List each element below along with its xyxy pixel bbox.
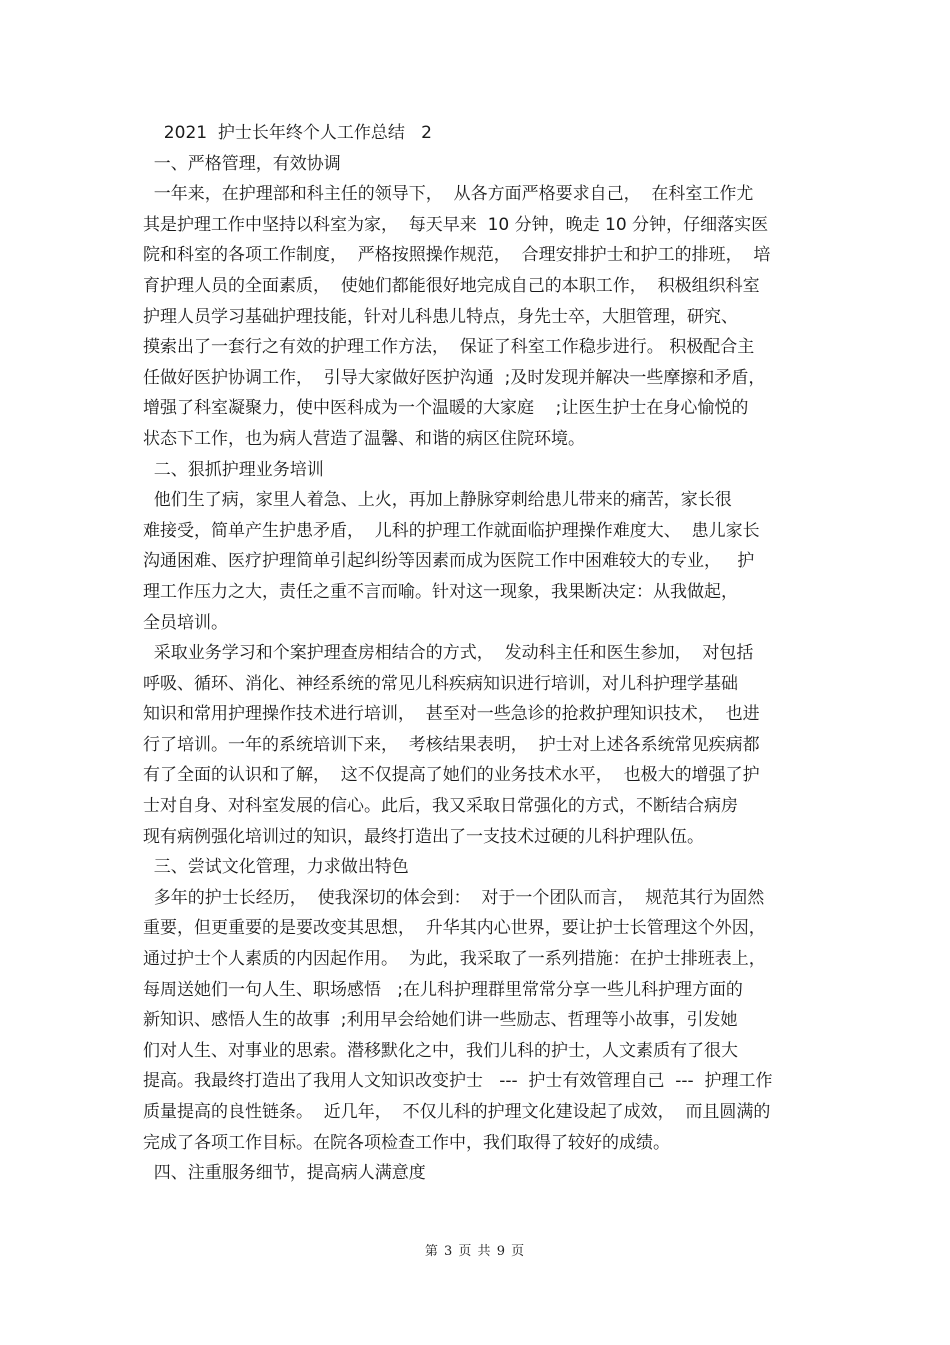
- text-line: 呼吸、循环、消化、神经系统的常见儿科疾病知识进行培训，对儿科护理学基础: [143, 673, 738, 694]
- text-line: 状态下工作，也为病人营造了温馨、和谐的病区住院环境。: [143, 428, 585, 449]
- text-line: 多年的护士长经历， 使我深切的体会到： 对于一个团队而言， 规范其行为固然: [143, 887, 765, 908]
- text-line: 二、狠抓护理业务培训: [143, 459, 324, 480]
- text-line: 质量提高的良性链条。 近几年， 不仅儿科的护理文化建设起了成效， 而且圆满的: [143, 1102, 771, 1122]
- text-line: 他们生了病，家里人着急、上火，再加上静脉穿刺给患儿带来的痛苦，家长很: [143, 490, 732, 511]
- text-line: 采取业务学习和个案护理查房相结合的方式， 发动科主任和医生参加， 对包括: [143, 643, 754, 664]
- text-line: 增强了科室凝聚力，使中医科成为一个温暖的大家庭 ;让医生护士在身心愉悦的: [143, 398, 749, 419]
- text-line: 摸索出了一套行之有效的护理工作方法， 保证了科室工作稳步进行。 积极配合主: [143, 337, 755, 358]
- text-line: 新知识、感悟人生的故事 ;利用早会给她们讲一些励志、哲理等小故事，引发她: [143, 1010, 738, 1031]
- text-line: 理工作压力之大，责任之重不言而喻。针对这一现象，我果断决定：从我做起，: [143, 581, 738, 602]
- text-line: 全员培训。: [143, 612, 228, 633]
- text-line: 沟通困难、医疗护理简单引起纠纷等因素而成为医院工作中困难较大的专业， 护: [143, 551, 755, 572]
- text-line: 重要，但更重要的是要改变其思想， 升华其内心世界，要让护士长管理这个外因，: [143, 918, 766, 939]
- text-line: 护理人员学习基础护理技能，针对儿科患儿特点，身先士卒，大胆管理，研究、: [143, 306, 738, 327]
- text-line: 通过护士个人素质的内因起作用。 为此，我采取了一系列措施：在护士排班表上，: [143, 949, 766, 970]
- document-title: 2021 护士长年终个人工作总结 2: [153, 123, 432, 143]
- document-body: [143, 118, 815, 1189]
- text-line: 知识和常用护理操作技术进行培训， 甚至对一些急诊的抢救护理知识技术， 也进: [143, 704, 760, 725]
- page-footer: 第 3 页 共 9 页: [424, 1244, 526, 1259]
- text-line: 一年来，在护理部和科主任的领导下， 从各方面严格要求自己， 在科室工作尤: [143, 184, 754, 205]
- text-line: 三、尝试文化管理，力求做出特色: [143, 857, 409, 878]
- text-line: 行了培训。一年的系统培训下来， 考核结果表明， 护士对上述各系统常见疾病都: [143, 734, 760, 755]
- text-line: 提高。我最终打造出了我用人文知识改变护士 --- 护士有效管理自己 --- 护理工作: [143, 1071, 773, 1092]
- text-line: 院和科室的各项工作制度， 严格按照操作规范， 合理安排护士和护工的排班， 培: [143, 245, 771, 266]
- text-line: 士对自身、对科室发展的信心。此后，我又采取日常强化的方式，不断结合病房: [143, 796, 738, 817]
- text-line: 有了全面的认识和了解， 这不仅提高了她们的业务技术水平， 也极大的增强了护: [143, 765, 760, 786]
- text-line: 一、严格管理，有效协调: [143, 153, 341, 174]
- text-line: 现有病例强化培训过的知识，最终打造出了一支技术过硬的儿科护理队伍。: [143, 826, 704, 847]
- text-line: 完成了各项工作目标。在院各项检查工作中，我们取得了较好的成绩。: [143, 1132, 670, 1153]
- text-line: 们对人生、对事业的思索。潜移默化之中，我们儿科的护士，人文素质有了很大: [143, 1040, 738, 1061]
- text-line: 四、注重服务细节，提高病人满意度: [143, 1163, 426, 1184]
- text-line: 其是护理工作中坚持以科室为家， 每天早来 10 分钟，晚走 10 分钟，仔细落实医: [143, 214, 769, 235]
- text-line: 每周送她们一句人生、职场感悟 ;在儿科护理群里常常分享一些儿科护理方面的: [143, 979, 743, 1000]
- text-line: 难接受，简单产生护患矛盾， 儿科的护理工作就面临护理操作难度大、 患儿家长: [143, 520, 760, 541]
- text-line: 育护理人员的全面素质， 使她们都能很好地完成自己的本职工作， 积极组织科室: [143, 275, 760, 296]
- text-line: 任做好医护协调工作， 引导大家做好医护沟通 ;及时发现并解决一些摩擦和矛盾，: [143, 367, 766, 388]
